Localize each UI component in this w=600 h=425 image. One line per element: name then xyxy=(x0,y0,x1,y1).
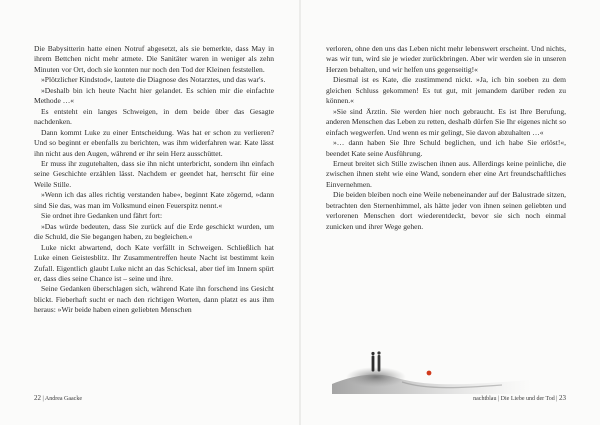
paragraph: »Wenn ich das alles richtig verstanden habe«, beginnt Kate zögernd, »dann sind Sie das, was man im Volksmund einen Feuerspitz nennt.« xyxy=(34,190,274,210)
paragraph: Erneut breitet sich Stille zwischen ihnen aus. Allerdings keine peinliche, die zwischen ihnen steht wie eine Wand, sondern eher eine Art freundschaftliches Einvernehmen. xyxy=(326,158,566,189)
right-page xyxy=(300,0,600,425)
right-page-text xyxy=(326,44,566,232)
paragraph: »Plötzlicher Kindstod«, lautete die Diagnose des Notarztes, und das war's. xyxy=(41,75,266,85)
ink-wash-illustration xyxy=(332,344,532,394)
running-head: nachtblau | Die Liebe und der Tod | xyxy=(473,396,558,402)
paragraph: verloren, ohne den uns das Leben nicht mehr lebenswert erscheint. Und nichts, was wir tun, wird sie je wieder zurückbringen. Aber wir werden sie in unseren Herzen behalten, und wir helfen uns gegenseitig!« xyxy=(326,44,566,74)
paragraph: »… dann haben Sie Ihre Schuld beglichen, und ich habe Sie erlöst!«, beendet Kate seine Ausführung. xyxy=(326,138,566,158)
wash-blot xyxy=(346,367,406,387)
paragraph: Die Babysitterin hatte einen Notruf abgesetzt, als sie bemerkte, dass May in ihrem Bettchen nicht mehr atmete. Die Sanitäter waren in weniger als zehn Minuten vor Ort, doch sie konnten nur noch den Tod der Kleinen feststellen. xyxy=(34,44,274,74)
running-head: | Andrea Gaacke xyxy=(42,396,83,402)
left-page-text xyxy=(34,44,274,316)
paragraph: »Sie sind Ärztin. Sie werden hier noch gebraucht. Es ist Ihre Berufung, anderen Menschen das Leben zu retten, deshalb dürfen Sie Ihr eigenes nicht so einfach wegwerfen. Und wenn es mir gelingt, Sie davon abzuhalten …« xyxy=(326,106,566,137)
red-moon-icon xyxy=(427,371,432,376)
right-page-footer xyxy=(473,394,566,402)
paragraph: Es entsteht ein langes Schweigen, in dem beide über das Gesagte nachdenken. xyxy=(34,106,274,127)
paragraph: Seine Gedanken überschlagen sich, während Kate ihn forschend ins Gesicht blickt. Fieberhaft sucht er nach den richtigen Worten, dann platzt es aus ihm heraus: »Wir beide haben einen geliebten Menschen xyxy=(34,284,274,315)
page-number: 23 xyxy=(559,394,566,402)
left-page-footer xyxy=(34,394,82,402)
paragraph: Dann kommt Luke zu einer Entscheidung. Was hat er schon zu verlieren? Und so beginnt er ebenfalls zu berichten, was ihm widerfahren war. Kate lässt ihn nicht aus den Augen, während er ihr sein Herz ausschüttet. xyxy=(34,127,274,158)
paragraph: Luke nickt abwartend, doch Kate verfällt in Schweigen. Schließlich hat Luke einen Geistesblitz. Ihr Zusammentreffen heute Nacht ist bestimmt kein Zufall. Eigentlich glaubt Luke nicht an das Schicksal, aber tief im Innern spürt er, dass dies seine Chance ist – seine und ihre. xyxy=(34,242,274,283)
paragraph: »Das würde bedeuten, dass Sie zurück auf die Erde geschickt wurden, um die Schuld, die Sie begangen haben, zu begleichen.« xyxy=(34,221,274,242)
paragraph: Sie ordnet ihre Gedanken und fährt fort: xyxy=(41,211,163,221)
page-number: 22 xyxy=(34,394,41,402)
paragraph: »Deshalb bin ich heute Nacht hier gelandet. Es schien mir die einfachte Methode …« xyxy=(34,85,274,106)
paragraph: Die beiden bleiben noch eine Weile nebeneinander auf der Balustrade sitzen, betrachten den Sternenhimmel, als hätte jeder von ihnen seinen geliebten und verlorenen Menschen dort wiederentdeckt, bevor sie sich noch einmal zunicken und ihrer Wege gehen. xyxy=(326,190,566,231)
paragraph: Diesmal ist es Kate, die zustimmend nickt. »Ja, ich bin soeben zu dem gleichen Schluss gekommen! Es tut gut, mit jemandem darüber reden zu können.« xyxy=(326,75,566,106)
paragraph: Er muss ihr zugutehalten, dass sie ihn nicht unterbricht, sondern ihn einfach seine Geschichte erzählen lässt. Nachdem er geendet hat, herrscht für eine Weile Stille. xyxy=(34,158,274,189)
